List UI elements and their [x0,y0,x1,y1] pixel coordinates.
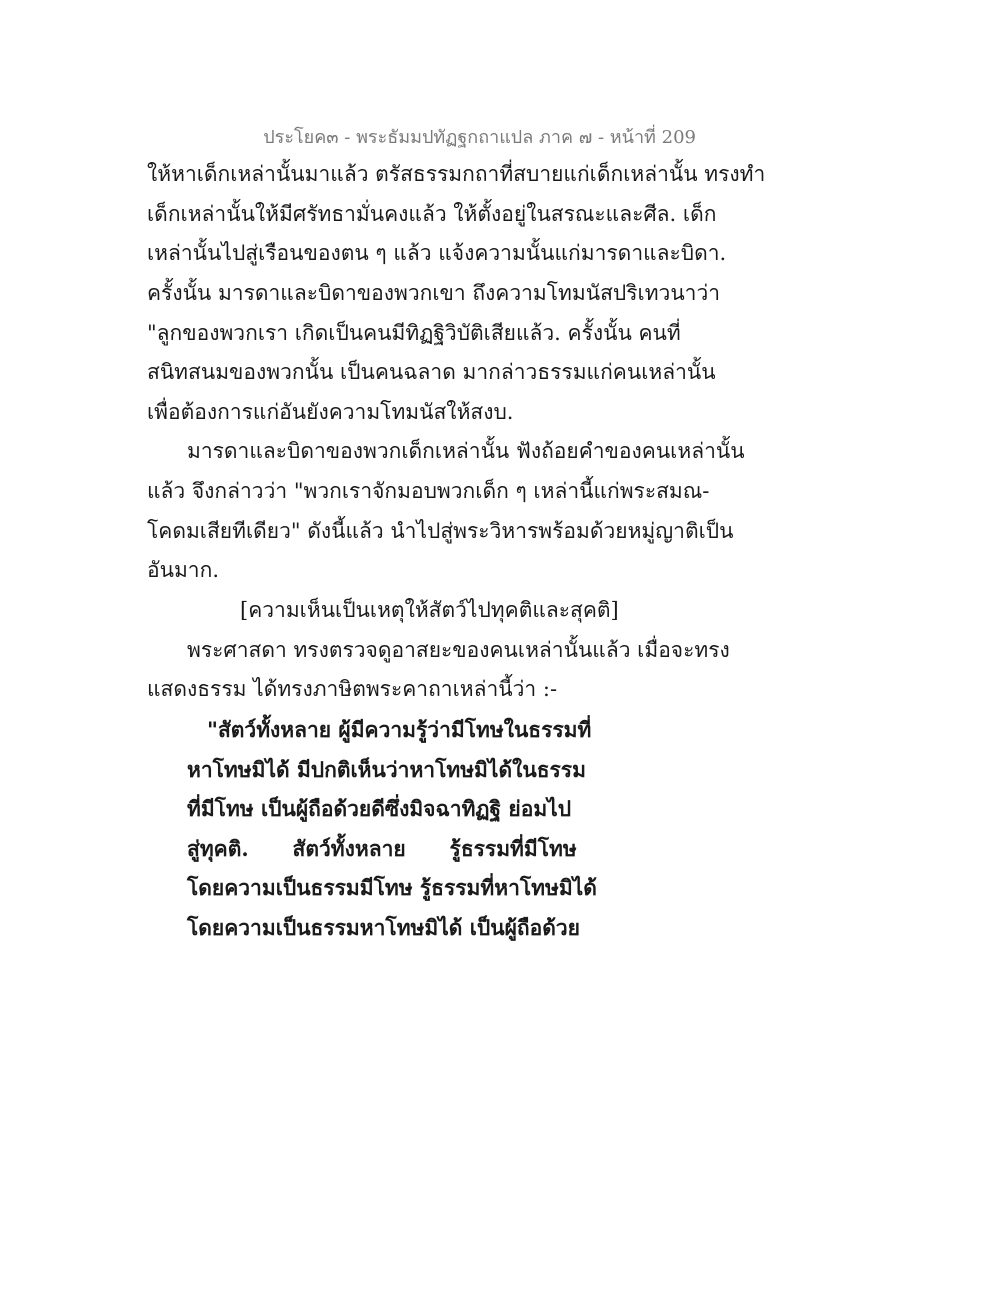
body-line-7: เพื่อต้องการแก่อันยังความโทมนัสให้สงบ. [147,400,514,424]
body-line-8: มารดาและบิดาของพวกเด็กเหล่านั้น ฟังถ้อยคำของคนเหล่านั้น [187,439,745,463]
body-line-5: "ลูกของพวกเรา เกิดเป็นคนมีทิฏฐิวิบัติเสียแล้ว. ครั้งนั้น คนที่ [147,321,681,345]
section-title: [ความเห็นเป็นเหตุให้สัตว์ไปทุคติและสุคติ] [240,598,619,622]
verse-line-1: "สัตว์ทั้งหลาย ผู้มีความรู้ว่ามีโทษในธรรมที่ [207,717,592,742]
verse-line-3: ที่มีโทษ เป็นผู้ถือด้วยดีซึ่งมิจฉาทิฏฐิ ย่อมไป [187,796,572,821]
body-line-2: เด็กเหล่านั้นให้มีศรัทธามั่นคงแล้ว ให้ตั้งอยู่ในสรณะและศีล. เด็ก [147,202,717,226]
body-line-3: เหล่านั้นไปสู่เรือนของตน ๆ แล้ว แจ้งความนั้นแก่มารดาและบิดา. [147,241,727,265]
running-head: ประโยค๓ - พระธัมมปทัฏฐกถาแปล ภาค ๗ - หน้าที่ 209 [263,127,696,148]
body-line-4: ครั้งนั้น มารดาและบิดาของพวกเขา ถึงความโทมนัสปริเทวนาว่า [147,281,721,305]
verse-line-6: โดยความเป็นธรรมหาโทษมิได้ เป็นผู้ถือด้วย [187,915,580,940]
body-line-1: ให้หาเด็กเหล่านั้นมาแล้ว ตรัสธรรมกถาที่สบายแก่เด็กเหล่านั้น ทรงทำ [147,162,766,186]
body-line-9: แล้ว จึงกล่าวว่า "พวกเราจักมอบพวกเด็ก ๆ เหล่านี้แก่พระสมณ- [147,479,710,503]
body-line-12: พระศาสดา ทรงตรวจดูอาสยะของคนเหล่านั้นแล้ว เมื่อจะทรง [187,638,730,662]
body-line-13: แสดงธรรม ได้ทรงภาษิตพระคาถาเหล่านี้ว่า :- [147,677,558,701]
verse-line-2: หาโทษมิได้ มีปกติเห็นว่าหาโทษมิได้ในธรรม [187,757,586,782]
verse-line-4: สู่ทุคติ. สัตว์ทั้งหลาย รู้ธรรมที่มีโทษ [187,836,577,861]
body-line-10: โคดมเสียทีเดียว" ดังนี้แล้ว นำไปสู่พระวิหารพร้อมด้วยหมู่ญาติเป็น [147,519,734,543]
body-line-6: สนิทสนมของพวกนั้น เป็นคนฉลาด มากล่าวธรรมแก่คนเหล่านั้น [147,360,716,384]
verse-line-5: โดยความเป็นธรรมมีโทษ รู้ธรรมที่หาโทษมิได้ [187,875,597,900]
body-line-11: อันมาก. [147,558,219,582]
